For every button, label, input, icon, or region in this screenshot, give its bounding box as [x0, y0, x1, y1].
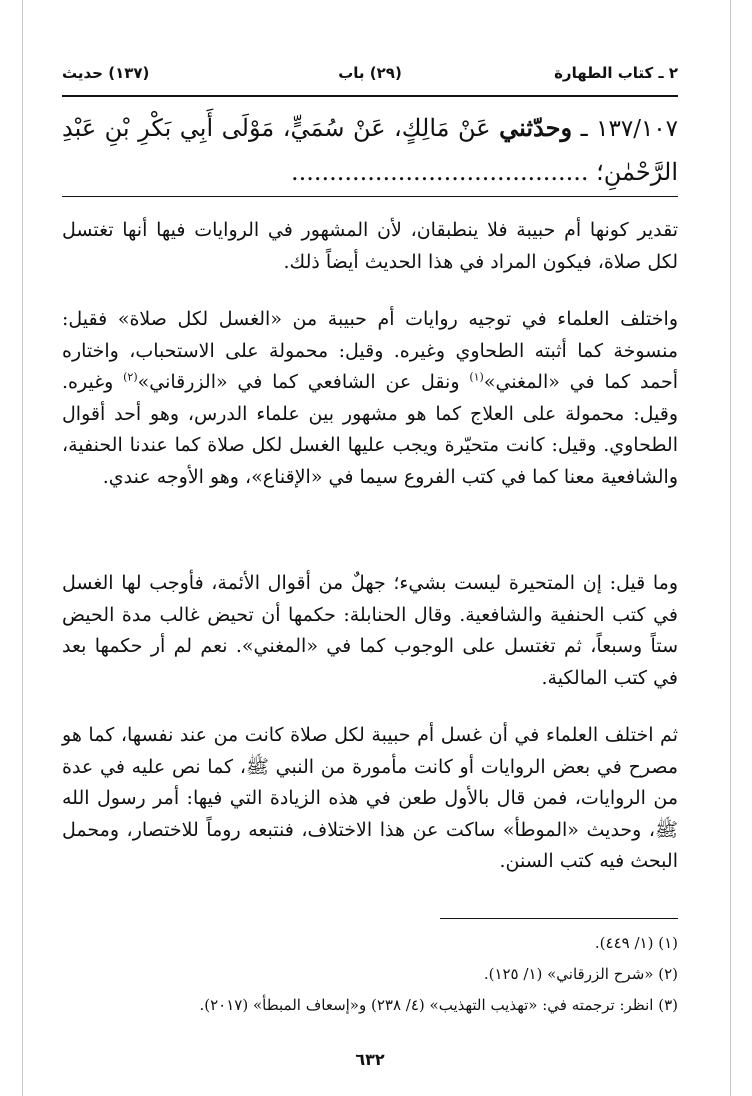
hadith-narration: عَنْ مَالِكٍ، عَنْ سُمَيٍّ، مَوْلَى أَبِي بَكْرِ بْنِ عَبْدِ الرَّحْمٰنِ؛ [62, 114, 678, 186]
commentary-paragraph-3: وما قيل: إن المتحيرة ليست بشيء؛ جهلٌ من أقوال الأئمة، فأوجب لها الغسل في كتب الحنفية والشافعية. وقال الحنابلة: حكمها أن تحيض غالب مدة الحيض ستاً وسبعاً، ثم تغتسل على الوجوب كما في «المغني». نعم لم أر حكمها بعد في كتب المالكية. [62, 572, 678, 689]
running-header [62, 64, 678, 88]
header-hadith-number: (١٣٧) حديث [62, 64, 150, 82]
paragraph-2-text-b: ونقل عن الشافعي كما في «الزرقاني» [137, 371, 470, 393]
header-book-title: ٢ ـ كتاب الطهارة [554, 64, 678, 82]
footnote-2: (٢) «شرح الزرقاني» (١/ ١٢٥). [483, 965, 678, 983]
hadith-dots: ....................................... [290, 158, 589, 186]
header-chapter: (٢٩) باب [338, 64, 402, 82]
paragraph-2-text-c: وغيره. وقيل: محمولة على العلاج كما هو مشهور بين علماء الدرس، وهو أحد أقوال الطحاوي. وقيل: كانت متحيّرة ويجب عليها الغسل لكل صلاة كما عندنا الحنفية، والشافعية معنا كما في كتب الفروع سيما في «الإقناع»، وهو الأوجه عندي. [62, 371, 678, 488]
right-margin-line [730, 0, 731, 1096]
hadith-rule [62, 196, 678, 197]
header-rule [62, 95, 678, 97]
commentary-paragraph-4: ثم اختلف العلماء في أن غسل أم حبيبة لكل صلاة كانت من عند نفسها، كما هو مصرح في بعض الروايات أو كانت مأمورة من النبي ﷺ، كما نص عليه في عدة من الروايات، فمن قال بالأول طعن في هذه الزيادة التي فيها: أمر رسول الله ﷺ، وحديث «الموطأ» ساكت عن هذا الاختلاف، فنتبعه روماً للاختصار، ومحمل البحث فيه كتب السنن. [62, 724, 678, 872]
footnote-ref-2[interactable]: (٢) [123, 370, 138, 384]
paragraph-2-text-a: واختلف العلماء في توجيه روايات أم حبيبة من «الغسل لكل صلاة» فقيل: منسوخة كما أثبته الطحاوي وغيره. وقيل: محمولة على الاستحباب، واختاره أحمد كما في «المغني» [62, 308, 678, 393]
hadith-number: ١٣٧/١٠٧ [596, 116, 679, 142]
page-number: ٦٣٢ [355, 1050, 385, 1069]
hadith-text [62, 106, 678, 194]
commentary-paragraph-1: تقدير كونها أم حبيبة فلا ينطبقان، لأن المشهور في الروايات فيها أنها تغتسل لكل صلاة، فيكون المراد في هذا الحديث أيضاً ذلك. [62, 219, 678, 273]
hadith-keyword: وحدّثني [499, 113, 573, 142]
footnote-ref-1[interactable]: (١) [469, 370, 484, 384]
book-page [62, 0, 678, 1096]
footnote-1: (١) (١/ ٤٤٩). [594, 934, 678, 952]
footnotes [62, 928, 678, 1021]
commentary-paragraph-2 [62, 304, 678, 493]
footnote-3: (٣) انظر: ترجمته في: «تهذيب التهذيب» (٤/ ٢٣٨) و«إسعاف المبطأ» (٢٠١٧). [199, 996, 678, 1014]
footnote-rule [440, 918, 678, 919]
hadith-dash: ـ [580, 114, 588, 142]
left-margin-line [22, 0, 23, 1096]
